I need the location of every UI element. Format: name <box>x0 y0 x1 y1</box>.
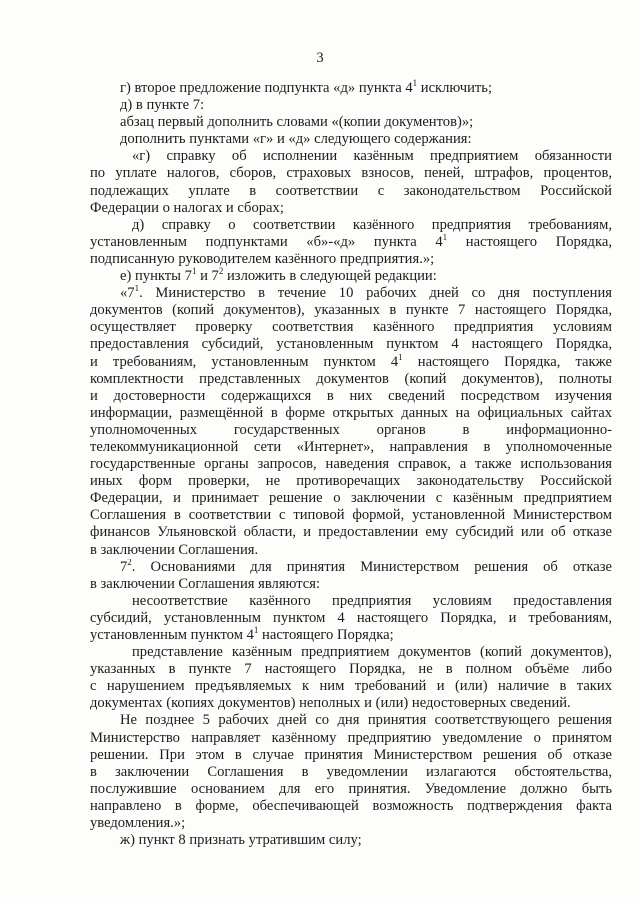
text-line: е) пункты $7^1$ и $7^2$ изложить в следующей редакции: <box>120 266 437 285</box>
text-line: установленным пунктом $4^1$ настоящего Порядка; <box>90 625 394 643</box>
text-line: подписанную руководителем казённого предприятия.»; <box>90 250 435 267</box>
text-line: Министерство направляет казённому предприятию уведомление о принятом <box>90 729 612 746</box>
text-line: комплектности представленных документов (копий документов), полноты <box>90 370 612 387</box>
text-line: в заключении Соглашения. <box>90 541 259 558</box>
text-line: несоответствие казённого предприятия условиям предоставления <box>132 592 612 609</box>
text-line: $7^2$. Основаниями для принятия Министерством решения об отказе <box>120 558 612 575</box>
text-line: решении. При этом в случае принятия Министерством решения об отказе <box>90 746 612 763</box>
page-number: 3 <box>316 50 324 66</box>
text-line: в заключении Соглашения в уведомлении излагаются обстоятельства, <box>90 763 612 780</box>
text-line: абзац первый дополнить словами «(копии документов)»; <box>120 114 474 131</box>
text-line: послужившие основанием для его принятия. Уведомление должно быть <box>90 780 612 797</box>
text-line: осуществляет проверку соответствия казённого предприятия условиям <box>90 319 612 336</box>
text-line: установленным подпунктами «б»-«д» пункта $4^1$ настоящего Порядка, <box>90 233 612 250</box>
text-line: дополнить пунктами «г» и «д» следующего содержания: <box>120 131 472 148</box>
text-line: документов (копий документов), указанных в пункте 7 настоящего Порядка, <box>90 302 612 319</box>
text-line: финансов Ульяновской области, и предоставлении ему субсидий или об отказе <box>90 524 612 541</box>
text-line: документах (копиях документов) неполных и (или) недостоверных сведений. <box>90 695 571 712</box>
text-line: представление казённым предприятием документов (копий документов), <box>132 644 612 661</box>
text-line: ж) пункт 8 признать утратившим силу; <box>120 832 362 849</box>
text-line: и требованиям, установленным пунктом $4^1$ настоящего Порядка, также <box>90 353 612 370</box>
text-line: телекоммуникационной сети «Интернет», направления в уполномоченные <box>90 438 612 455</box>
text-line: государственные органы запросов, наведения справок, а также использования <box>90 456 612 473</box>
text-line: иных форм проверки, не противоречащих законодательству Российской <box>90 473 612 490</box>
text-line: д) в пункте 7: <box>120 97 205 114</box>
text-line: предоставления субсидий, установленным пунктом 4 настоящего Порядка, <box>90 336 612 353</box>
text-line: и достоверности содержащихся в них сведений посредством изучения <box>90 387 612 404</box>
text-line: направлено в форме, обеспечивающей возможность подтверждения факта <box>90 797 612 814</box>
text-line: «г) справку об исполнении казённым предприятием обязанности <box>132 148 612 165</box>
text-line: д) справку о соответствии казённого предприятия требованиям, <box>132 216 612 233</box>
text-line: по уплате налогов, сборов, страховых взносов, пеней, штрафов, процентов, <box>90 165 612 182</box>
text-line: Не позднее 5 рабочих дней со дня принятия соответствующего решения <box>120 712 612 729</box>
text-line: уведомления.»; <box>90 815 186 832</box>
text-line: указанных в пункте 7 настоящего Порядка, не в полном объёме либо <box>90 661 612 678</box>
document-body <box>90 80 612 849</box>
text-line: Соглашения в соответствии с типовой формой, установленной Министерством <box>90 507 612 524</box>
text-line: информации, размещённой в форме открытых данных на официальных сайтах <box>90 404 612 421</box>
text-line: с нарушением предъявляемых к ним требований и (или) наличие в таких <box>90 678 612 695</box>
text-line: «$7^1$. Министерство в течение 10 рабочих дней со дня поступления <box>120 285 612 302</box>
text-line: г) второе предложение подпункта «д» пункта $4^1$ исключить; <box>120 78 493 96</box>
text-line: в заключении Соглашения являются: <box>90 575 321 592</box>
text-line: подлежащих уплате в соответствии с законодательством Российской <box>90 182 612 199</box>
text-line: Федерации о налогах и сборах; <box>90 199 284 216</box>
text-line: субсидий, установленным пунктом 4 настоящего Порядка, и требованиям, <box>90 609 612 626</box>
text-line: Федерации, и принимает решение о заключении с казённым предприятием <box>90 490 612 507</box>
text-line: уполномоченных государственных органов в информационно- <box>90 421 612 438</box>
